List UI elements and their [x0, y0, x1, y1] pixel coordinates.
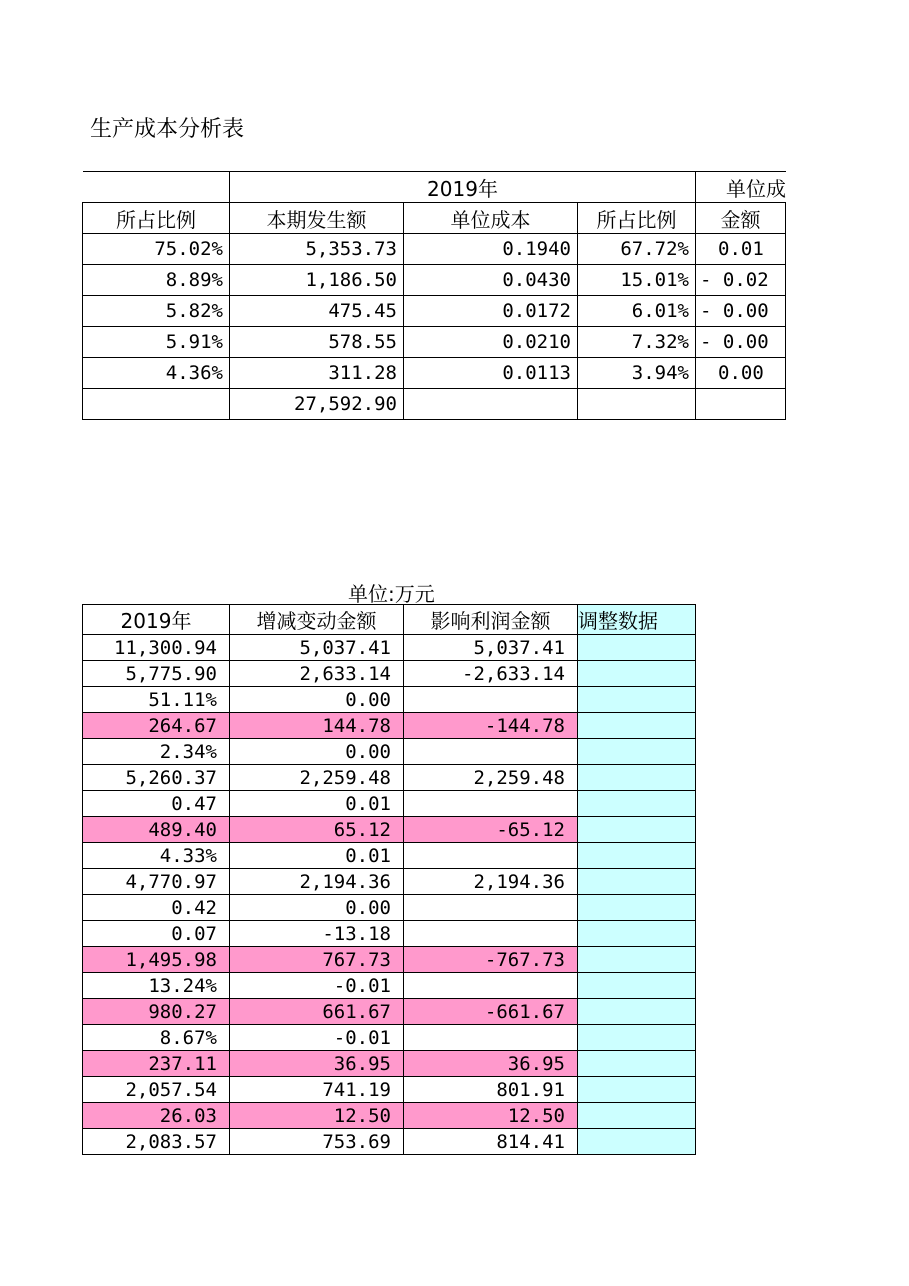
- col-header: 金额: [696, 203, 786, 234]
- cell[interactable]: 0.07: [83, 921, 230, 947]
- cell[interactable]: -661.67: [404, 999, 578, 1025]
- table-row: [83, 1103, 696, 1129]
- cell[interactable]: 475.45: [230, 296, 404, 327]
- cell[interactable]: 2,259.48: [230, 765, 404, 791]
- adjust-data-cell[interactable]: [578, 661, 696, 687]
- cell[interactable]: 801.91: [404, 1077, 578, 1103]
- cell[interactable]: 2,083.57: [83, 1129, 230, 1155]
- cell[interactable]: 8.67%: [83, 1025, 230, 1051]
- table-row: [83, 791, 696, 817]
- cell[interactable]: 1,495.98: [83, 947, 230, 973]
- sheet-title: 生产成本分析表: [90, 117, 245, 142]
- cell[interactable]: -144.78: [404, 713, 578, 739]
- col-header: 调整数据: [578, 605, 696, 635]
- cell[interactable]: 4,770.97: [83, 869, 230, 895]
- cell[interactable]: [786, 265, 787, 296]
- cell[interactable]: 0.1940: [404, 234, 578, 265]
- cell[interactable]: [404, 791, 578, 817]
- cell[interactable]: 661.67: [230, 999, 404, 1025]
- cell[interactable]: 15.01%: [578, 265, 696, 296]
- col-header: 2019年: [83, 605, 230, 635]
- col-header: [786, 203, 787, 234]
- cell[interactable]: 0.0172: [404, 296, 578, 327]
- cell[interactable]: 11,300.94: [83, 635, 230, 661]
- cell[interactable]: 67.72%: [578, 234, 696, 265]
- table-row: [83, 973, 696, 999]
- cell[interactable]: [404, 843, 578, 869]
- cell[interactable]: 144.78: [230, 713, 404, 739]
- cell[interactable]: [696, 389, 786, 420]
- cell[interactable]: 5.91%: [83, 327, 230, 358]
- table-row: [83, 765, 696, 791]
- cell[interactable]: 5,353.73: [230, 234, 404, 265]
- adjust-data-cell[interactable]: [578, 843, 696, 869]
- cell[interactable]: 65.12: [230, 817, 404, 843]
- profit-impact-body: [83, 635, 696, 1155]
- table-row: [83, 1025, 696, 1051]
- table-row: [83, 895, 696, 921]
- cell[interactable]: [404, 921, 578, 947]
- cell[interactable]: 578.55: [230, 327, 404, 358]
- cell[interactable]: 0.00: [230, 687, 404, 713]
- table-row: [83, 947, 696, 973]
- adjust-data-cell[interactable]: [578, 973, 696, 999]
- adjust-data-cell[interactable]: [578, 635, 696, 661]
- cell[interactable]: -0.01: [230, 973, 404, 999]
- cell[interactable]: [404, 1025, 578, 1051]
- cell[interactable]: 0.0430: [404, 265, 578, 296]
- cell[interactable]: 2,057.54: [83, 1077, 230, 1103]
- cell[interactable]: [786, 358, 787, 389]
- table-row: [83, 661, 696, 687]
- table-row: [83, 713, 696, 739]
- cell[interactable]: 36.95: [404, 1051, 578, 1077]
- table-row: [83, 999, 696, 1025]
- cost-analysis-table-wrap: [82, 171, 786, 420]
- col-header: 影响利润金额: [404, 605, 578, 635]
- table-row: [83, 234, 787, 265]
- cell[interactable]: 0.0113: [404, 358, 578, 389]
- cell[interactable]: 5,260.37: [83, 765, 230, 791]
- cell[interactable]: [786, 234, 787, 265]
- cell[interactable]: 2,259.48: [404, 765, 578, 791]
- table-row: [83, 817, 696, 843]
- unit-cost-header: 单位成: [696, 172, 787, 203]
- table-row: [83, 296, 787, 327]
- adjust-data-cell[interactable]: [578, 1077, 696, 1103]
- table-row: [83, 358, 787, 389]
- cell[interactable]: 2,194.36: [230, 869, 404, 895]
- cell[interactable]: -65.12: [404, 817, 578, 843]
- cell[interactable]: -2,633.14: [404, 661, 578, 687]
- cell[interactable]: 0.01: [230, 843, 404, 869]
- cost-analysis-table: [82, 171, 786, 420]
- cell[interactable]: 0.00: [230, 739, 404, 765]
- cell[interactable]: 6.01%: [578, 296, 696, 327]
- cell[interactable]: 0.47: [83, 791, 230, 817]
- cell[interactable]: [404, 895, 578, 921]
- adjust-data-cell[interactable]: [578, 765, 696, 791]
- table-row: [83, 327, 787, 358]
- cell[interactable]: 0.00: [696, 358, 786, 389]
- cell[interactable]: 5,037.41: [230, 635, 404, 661]
- adjust-data-cell[interactable]: [578, 791, 696, 817]
- cell[interactable]: 7.32%: [578, 327, 696, 358]
- cell[interactable]: 26.03: [83, 1103, 230, 1129]
- adjust-data-cell[interactable]: [578, 921, 696, 947]
- cell[interactable]: [83, 389, 230, 420]
- cell[interactable]: [404, 739, 578, 765]
- table-row: [83, 869, 696, 895]
- cell[interactable]: 0.0210: [404, 327, 578, 358]
- cell[interactable]: 5,037.41: [404, 635, 578, 661]
- cell[interactable]: 4.36%: [83, 358, 230, 389]
- total-cell[interactable]: 27,592.90: [230, 389, 404, 420]
- adjust-data-cell[interactable]: [578, 1103, 696, 1129]
- cell[interactable]: 2,194.36: [404, 869, 578, 895]
- cell[interactable]: 51.11%: [83, 687, 230, 713]
- cell[interactable]: 75.02%: [83, 234, 230, 265]
- cell[interactable]: [578, 389, 696, 420]
- cell[interactable]: [786, 296, 787, 327]
- cell[interactable]: 2,633.14: [230, 661, 404, 687]
- cell[interactable]: 980.27: [83, 999, 230, 1025]
- cell[interactable]: [404, 973, 578, 999]
- cell[interactable]: - 0.00: [696, 327, 786, 358]
- year-header: 2019年: [230, 172, 696, 203]
- cell[interactable]: 741.19: [230, 1077, 404, 1103]
- cell[interactable]: 489.40: [83, 817, 230, 843]
- cell[interactable]: 0.01: [230, 791, 404, 817]
- col-header: 单位成本: [404, 203, 578, 234]
- unit-label: 单位:万元: [348, 582, 435, 606]
- cell[interactable]: - 0.00: [696, 296, 786, 327]
- cell[interactable]: 753.69: [230, 1129, 404, 1155]
- table-row: [83, 1077, 696, 1103]
- cell[interactable]: 12.50: [404, 1103, 578, 1129]
- adjust-data-cell[interactable]: [578, 739, 696, 765]
- profit-impact-table: [82, 604, 696, 1155]
- cell[interactable]: 13.24%: [83, 973, 230, 999]
- cell[interactable]: 0.00: [230, 895, 404, 921]
- table-row: [83, 687, 696, 713]
- cell[interactable]: 12.50: [230, 1103, 404, 1129]
- adjust-data-cell[interactable]: [578, 1051, 696, 1077]
- cell[interactable]: 311.28: [230, 358, 404, 389]
- table-row: [83, 635, 696, 661]
- adjust-data-cell[interactable]: [578, 895, 696, 921]
- cell[interactable]: 36.95: [230, 1051, 404, 1077]
- table-row: [83, 843, 696, 869]
- adjust-data-cell[interactable]: [578, 869, 696, 895]
- cell[interactable]: 5,775.90: [83, 661, 230, 687]
- cell[interactable]: 814.41: [404, 1129, 578, 1155]
- cell[interactable]: - 0.02: [696, 265, 786, 296]
- col-header: 所占比例: [578, 203, 696, 234]
- cell[interactable]: [786, 389, 787, 420]
- cell[interactable]: -767.73: [404, 947, 578, 973]
- cell[interactable]: 264.67: [83, 713, 230, 739]
- adjust-data-cell[interactable]: [578, 1129, 696, 1155]
- cell[interactable]: 0.42: [83, 895, 230, 921]
- adjust-data-cell[interactable]: [578, 713, 696, 739]
- col-header: 本期发生额: [230, 203, 404, 234]
- cell[interactable]: [786, 327, 787, 358]
- adjust-data-cell[interactable]: [578, 687, 696, 713]
- table-row: [83, 739, 696, 765]
- cell[interactable]: 4.33%: [83, 843, 230, 869]
- cell[interactable]: -0.01: [230, 1025, 404, 1051]
- cell[interactable]: 767.73: [230, 947, 404, 973]
- cell[interactable]: [404, 687, 578, 713]
- cell[interactable]: 8.89%: [83, 265, 230, 296]
- table-row: [83, 1129, 696, 1155]
- blank-header-cell: [83, 172, 230, 203]
- adjust-data-cell[interactable]: [578, 1025, 696, 1051]
- cell[interactable]: 2.34%: [83, 739, 230, 765]
- cell[interactable]: 0.01: [696, 234, 786, 265]
- cell[interactable]: 5.82%: [83, 296, 230, 327]
- col-header: 所占比例: [83, 203, 230, 234]
- cell[interactable]: -13.18: [230, 921, 404, 947]
- cell[interactable]: 237.11: [83, 1051, 230, 1077]
- adjust-data-cell[interactable]: [578, 999, 696, 1025]
- col-header: 增减变动金额: [230, 605, 404, 635]
- adjust-data-cell[interactable]: [578, 947, 696, 973]
- cell[interactable]: 1,186.50: [230, 265, 404, 296]
- table-row: [83, 921, 696, 947]
- adjust-data-cell[interactable]: [578, 817, 696, 843]
- cell[interactable]: 3.94%: [578, 358, 696, 389]
- cell[interactable]: [404, 389, 578, 420]
- table-row: [83, 265, 787, 296]
- table-row: [83, 1051, 696, 1077]
- table-row-total: [83, 389, 787, 420]
